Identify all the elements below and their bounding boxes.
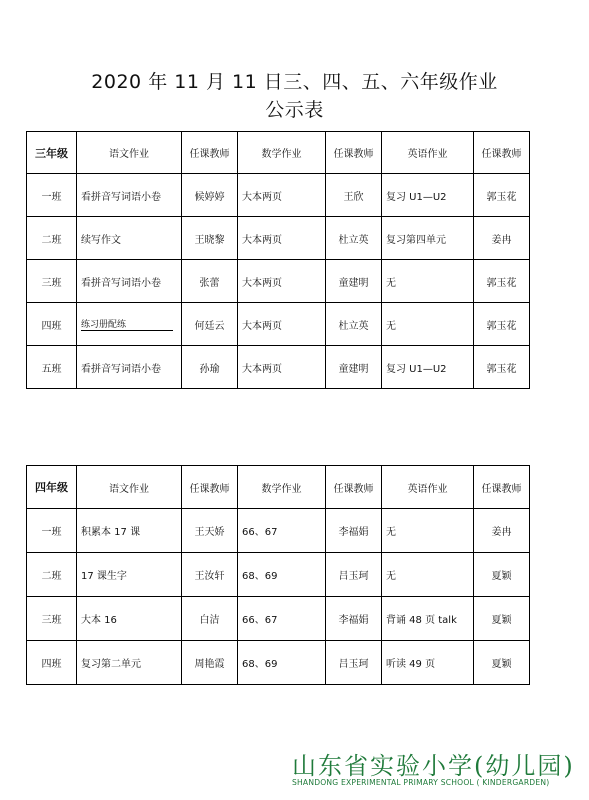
chinese-homework: 积累本 17 课 bbox=[77, 509, 182, 553]
header-math-homework: 数学作业 bbox=[238, 466, 326, 509]
english-homework: 背诵 48 页 talk bbox=[382, 597, 474, 641]
math-teacher: 童建明 bbox=[326, 346, 382, 389]
class-name: 四班 bbox=[27, 641, 77, 685]
chinese-homework: 看拼音写词语小卷 bbox=[77, 174, 182, 217]
english-teacher: 夏颖 bbox=[474, 553, 530, 597]
table-row bbox=[27, 597, 530, 641]
english-homework: 无 bbox=[382, 553, 474, 597]
chinese-homework-text: 练习册配练 bbox=[81, 317, 173, 331]
chinese-teacher: 何廷云 bbox=[182, 303, 238, 346]
math-teacher: 杜立英 bbox=[326, 303, 382, 346]
class-name: 三班 bbox=[27, 597, 77, 641]
english-homework: 复习第四单元 bbox=[382, 217, 474, 260]
table-row bbox=[27, 174, 530, 217]
table-row bbox=[27, 303, 530, 346]
math-homework: 大本两页 bbox=[238, 260, 326, 303]
table-row bbox=[27, 346, 530, 389]
chinese-teacher: 候婷婷 bbox=[182, 174, 238, 217]
math-teacher: 李福娟 bbox=[326, 597, 382, 641]
math-teacher: 李福娟 bbox=[326, 509, 382, 553]
header-math-homework: 数学作业 bbox=[238, 132, 326, 174]
table-header-row bbox=[27, 466, 530, 509]
chinese-teacher: 张蕾 bbox=[182, 260, 238, 303]
math-teacher: 吕玉珂 bbox=[326, 641, 382, 685]
header-teacher: 任课教师 bbox=[326, 132, 382, 174]
class-name: 三班 bbox=[27, 260, 77, 303]
class-name: 二班 bbox=[27, 217, 77, 260]
english-homework: 复习 U1—U2 bbox=[382, 346, 474, 389]
chinese-homework: 看拼音写词语小卷 bbox=[77, 346, 182, 389]
chinese-teacher: 王晓黎 bbox=[182, 217, 238, 260]
english-homework: 无 bbox=[382, 260, 474, 303]
english-teacher: 夏颖 bbox=[474, 641, 530, 685]
chinese-teacher: 孙瑜 bbox=[182, 346, 238, 389]
chinese-homework bbox=[77, 303, 182, 346]
chinese-homework: 续写作文 bbox=[77, 217, 182, 260]
english-homework: 复习 U1—U2 bbox=[382, 174, 474, 217]
english-teacher: 郭玉花 bbox=[474, 174, 530, 217]
chinese-teacher: 周艳霞 bbox=[182, 641, 238, 685]
header-teacher: 任课教师 bbox=[326, 466, 382, 509]
math-homework: 68、69 bbox=[238, 641, 326, 685]
table-row bbox=[27, 509, 530, 553]
english-teacher: 郭玉花 bbox=[474, 303, 530, 346]
page-title-line1: 2020 年 11 月 11 日三、四、五、六年级作业 bbox=[91, 71, 498, 93]
english-teacher: 姜冉 bbox=[474, 217, 530, 260]
math-homework: 66、67 bbox=[238, 597, 326, 641]
math-homework: 大本两页 bbox=[238, 303, 326, 346]
math-homework: 大本两页 bbox=[238, 217, 326, 260]
english-teacher: 夏颖 bbox=[474, 597, 530, 641]
math-homework: 大本两页 bbox=[238, 174, 326, 217]
header-english-homework: 英语作业 bbox=[382, 132, 474, 174]
header-teacher: 任课教师 bbox=[474, 132, 530, 174]
header-english-homework: 英语作业 bbox=[382, 466, 474, 509]
math-homework: 68、69 bbox=[238, 553, 326, 597]
school-logo-text: 山东省实验小学(幼儿园) bbox=[292, 752, 575, 780]
header-chinese-homework: 语文作业 bbox=[77, 132, 182, 174]
chinese-homework: 大本 16 bbox=[77, 597, 182, 641]
chinese-teacher: 王天娇 bbox=[182, 509, 238, 553]
class-name: 四班 bbox=[27, 303, 77, 346]
table-header-row bbox=[27, 132, 530, 174]
header-teacher: 任课教师 bbox=[474, 466, 530, 509]
chinese-homework: 复习第二单元 bbox=[77, 641, 182, 685]
grade3-homework-table bbox=[26, 131, 530, 389]
math-teacher: 童建明 bbox=[326, 260, 382, 303]
english-teacher: 姜冉 bbox=[474, 509, 530, 553]
english-teacher: 郭玉花 bbox=[474, 346, 530, 389]
grade4-homework-table bbox=[26, 465, 530, 685]
table-row bbox=[27, 260, 530, 303]
table-row bbox=[27, 217, 530, 260]
math-teacher: 吕玉珂 bbox=[326, 553, 382, 597]
math-homework: 66、67 bbox=[238, 509, 326, 553]
math-teacher: 杜立英 bbox=[326, 217, 382, 260]
class-name: 一班 bbox=[27, 174, 77, 217]
table-row bbox=[27, 641, 530, 685]
english-homework: 无 bbox=[382, 509, 474, 553]
table-row bbox=[27, 553, 530, 597]
math-homework: 大本两页 bbox=[238, 346, 326, 389]
class-name: 二班 bbox=[27, 553, 77, 597]
chinese-homework: 看拼音写词语小卷 bbox=[77, 260, 182, 303]
header-teacher: 任课教师 bbox=[182, 132, 238, 174]
school-logo-english: SHANDONG EXPERIMENTAL PRIMARY SCHOOL ( KINDERGARDEN) bbox=[292, 778, 550, 787]
english-homework: 无 bbox=[382, 303, 474, 346]
page-title-line2: 公示表 bbox=[265, 99, 324, 121]
english-teacher: 郭玉花 bbox=[474, 260, 530, 303]
chinese-teacher: 白洁 bbox=[182, 597, 238, 641]
english-homework: 听读 49 页 bbox=[382, 641, 474, 685]
grade-label: 三年级 bbox=[27, 132, 77, 174]
chinese-teacher: 王汝轩 bbox=[182, 553, 238, 597]
header-chinese-homework: 语文作业 bbox=[77, 466, 182, 509]
class-name: 五班 bbox=[27, 346, 77, 389]
math-teacher: 王欣 bbox=[326, 174, 382, 217]
chinese-homework: 17 课生字 bbox=[77, 553, 182, 597]
class-name: 一班 bbox=[27, 509, 77, 553]
header-teacher: 任课教师 bbox=[182, 466, 238, 509]
grade-label: 四年级 bbox=[27, 466, 77, 509]
